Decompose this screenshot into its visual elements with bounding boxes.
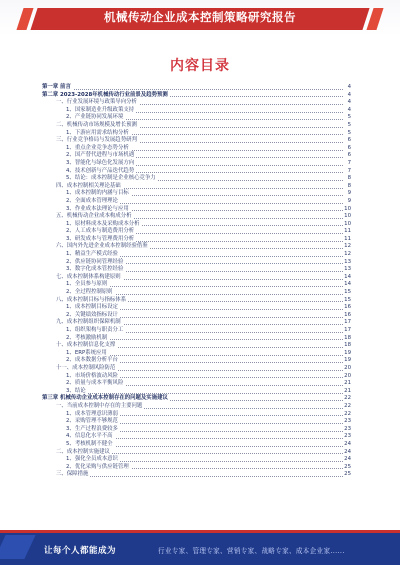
- toc-page-number: 23: [344, 433, 351, 440]
- toc-entry[interactable]: [42, 175, 351, 183]
- toc-entry-text: 2、质量与成本平衡风险: [66, 380, 124, 387]
- toc-page-number: 5: [343, 122, 351, 130]
- toc-page-number: 22: [344, 410, 351, 417]
- toc-entry-text: 三、行业竞争格局与发展趋势研判: [56, 137, 137, 144]
- toc-entry[interactable]: [42, 395, 351, 403]
- toc-entry-text: 2、全面成本管理理论: [66, 197, 118, 204]
- toc-entry[interactable]: [42, 266, 351, 274]
- toc-entry-text: 2、国产替代进程与市场机遇: [66, 152, 135, 159]
- toc-entry-text: 3、作业成本法理论与应用: [66, 205, 129, 212]
- toc-page-number: 15: [344, 296, 351, 303]
- toc-entry-text: 2、成本数据分析平台: [66, 357, 118, 364]
- toc-entry[interactable]: [42, 327, 351, 335]
- toc-entry[interactable]: [42, 342, 351, 350]
- toc-page-number: 4: [343, 99, 351, 107]
- toc-page-number: 13: [344, 258, 351, 265]
- toc-entry-text: 1、成本控制的内涵与目标: [66, 190, 129, 197]
- toc-entry-text: 2、全过程控制原则: [66, 289, 113, 296]
- toc-entry-text: 4、技术创新与产品迭代趋势: [66, 167, 135, 174]
- toc-entry-text: 十、成本控制信息化支撑: [56, 342, 116, 349]
- toc-entry[interactable]: [42, 357, 351, 365]
- toc-entry[interactable]: [42, 84, 351, 92]
- toc-entry-text: 1、下游应用需求结构分析: [66, 129, 129, 136]
- toc-heading: 内容目录: [170, 58, 230, 74]
- toc-page-number: 6: [343, 145, 351, 153]
- toc-entry-text: 2、采购管理不够规范: [66, 418, 118, 425]
- toc-entry[interactable]: [42, 228, 351, 236]
- toc-entry-text: 5、考核机制不健全: [66, 440, 113, 447]
- toc-page-number: 9: [343, 198, 351, 206]
- toc-entry-text: 十一、成本控制风险防范: [56, 364, 116, 371]
- toc-entry-text: 二、机械传动市场规模及增长预测: [56, 121, 137, 128]
- toc-page-number: 22: [344, 395, 351, 402]
- toc-entry-text: 5、结论：成本控制是企业核心竞争力: [66, 175, 156, 182]
- toc-entry-text: 3、智能化与绿色化发展方向: [66, 159, 135, 166]
- toc-page-number: 4: [343, 84, 351, 92]
- toc-entry[interactable]: [42, 471, 351, 479]
- toc-entry-text: 1、精益生产模式经验: [66, 251, 118, 258]
- toc-page-number: 14: [344, 273, 351, 280]
- toc-page-number: 16: [344, 311, 351, 318]
- toc-page-number: 24: [344, 448, 351, 455]
- table-of-contents: [42, 84, 351, 479]
- footer-slogan: 让每个人都能成为: [44, 546, 117, 556]
- toc-page-number: 12: [344, 251, 351, 258]
- toc-entry-text: 四、成本控制相关理论基础: [56, 182, 121, 189]
- toc-entry-text: 3、研发成本与管理费用分析: [66, 235, 135, 242]
- toc-page-number: 23: [344, 425, 351, 432]
- toc-page-number: 6: [343, 137, 351, 145]
- toc-entry[interactable]: [42, 160, 351, 168]
- toc-entry[interactable]: [42, 289, 351, 297]
- toc-entry[interactable]: [42, 114, 351, 122]
- footer-expert-list: 行业专家、管理专家、营销专家、战略专家、成本企业家......: [158, 547, 345, 555]
- toc-entry[interactable]: [42, 137, 351, 145]
- toc-entry-text: 3、生产过程浪费较多: [66, 425, 118, 432]
- toc-entry-text: 2、关键绩效指标设计: [66, 311, 118, 318]
- toc-entry[interactable]: [42, 319, 351, 327]
- toc-entry-text: 1、原材料成本及采购成本分析: [66, 220, 140, 227]
- toc-entry[interactable]: [42, 456, 351, 464]
- toc-entry-text: 八、成本控制目标与指标体系: [56, 296, 127, 303]
- toc-entry-text: 九、成本控制组织保障机制: [56, 319, 121, 326]
- toc-entry-text: 3、数字化成本管控经验: [66, 266, 124, 273]
- toc-entry-text: 1、成本控制目标设定: [66, 304, 118, 311]
- toc-page-number: 7: [343, 168, 351, 176]
- toc-entry[interactable]: [42, 99, 351, 107]
- toc-page-number: 13: [344, 266, 351, 273]
- toc-entry[interactable]: [42, 122, 351, 130]
- toc-entry[interactable]: [42, 304, 351, 312]
- toc-page-number: 10: [344, 220, 351, 227]
- toc-page-number: 5: [343, 130, 351, 138]
- toc-entry-text: 1、重点企业竞争态势分析: [66, 144, 129, 151]
- toc-page-number: 15: [344, 289, 351, 296]
- report-title: 机械传动企业成本控制策略研究报告: [104, 10, 296, 24]
- report-header: [0, 0, 400, 36]
- footer-wing-decoration: [0, 535, 36, 559]
- toc-page-number: 4: [343, 92, 351, 100]
- toc-page-number: 7: [343, 160, 351, 168]
- toc-page-number: 25: [344, 471, 351, 478]
- toc-entry-text: 1、国家制造业升级政策支持: [66, 106, 135, 113]
- toc-entry-text: 4、信息化水平不高: [66, 433, 113, 440]
- toc-page-number: 10: [344, 205, 351, 212]
- toc-page-number: 21: [344, 380, 351, 387]
- toc-page-number: 19: [344, 349, 351, 356]
- toc-entry[interactable]: [42, 251, 351, 259]
- toc-entry-text: 第二章 2023-2028年机械传动行业前景及趋势预测: [42, 91, 168, 98]
- toc-page-number: 24: [344, 440, 351, 447]
- toc-entry[interactable]: [42, 433, 351, 441]
- toc-page-number: 22: [344, 402, 351, 409]
- toc-page-number: 5: [343, 114, 351, 122]
- toc-page-number: 18: [344, 342, 351, 349]
- toc-entry[interactable]: [42, 464, 351, 472]
- toc-page-number: 11: [344, 235, 351, 242]
- toc-entry-text: 七、成本控制体系构建原则: [56, 273, 121, 280]
- toc-entry-text: 1、组织架构与职责分工: [66, 327, 124, 333]
- toc-page-number: 11: [344, 228, 351, 235]
- toc-entry[interactable]: [42, 380, 351, 388]
- toc-page-number: 6: [343, 152, 351, 160]
- toc-leader-dots: [66, 393, 343, 394]
- toc-page-number: 4: [343, 107, 351, 115]
- toc-entry-text: 2、人工成本与制造费用分析: [66, 228, 135, 235]
- toc-page-number: 23: [344, 418, 351, 425]
- toc-entry-text: 2、供应链协同管理经验: [66, 258, 124, 265]
- toc-page-number: 18: [344, 334, 351, 341]
- toc-page-number: 25: [344, 463, 351, 470]
- toc-page-number: 20: [344, 364, 351, 371]
- toc-entry[interactable]: [42, 190, 351, 198]
- toc-page-number: 17: [344, 319, 351, 326]
- toc-page-number: 8: [343, 183, 351, 191]
- toc-entry-text: 第三章 机械传动企业成本控制存在的问题及实施建议: [42, 395, 168, 402]
- toc-entry-text: 六、国内外先进企业成本控制经验借鉴: [56, 243, 148, 250]
- toc-entry-text: 一、行业发展环境与政策导向分析: [56, 99, 137, 106]
- toc-entry-text: 2、产业链协同发展环境: [66, 114, 124, 121]
- toc-page-number: 8: [343, 175, 351, 183]
- toc-entry-text: 一、当前成本控制中存在的主要问题: [56, 402, 143, 409]
- toc-page-number: 24: [344, 456, 351, 463]
- toc-entry[interactable]: [42, 213, 351, 221]
- toc-entry-text: 二、成本控制实施建议: [56, 448, 110, 455]
- toc-entry-text: 1、市场价格波动风险: [66, 372, 118, 379]
- toc-entry[interactable]: [42, 168, 351, 176]
- toc-page-number: 21: [344, 387, 351, 394]
- toc-entry[interactable]: [42, 441, 351, 449]
- toc-entry-text: 1、ERP系统应用: [66, 349, 107, 356]
- toc-entry[interactable]: [42, 403, 351, 411]
- toc-page-number: 19: [344, 357, 351, 364]
- toc-entry[interactable]: [42, 365, 351, 373]
- toc-page-number: 14: [344, 281, 351, 288]
- toc-entry-text: 1、成本管理意识薄弱: [66, 410, 118, 417]
- footer-stripe: [0, 530, 400, 533]
- toc-entry[interactable]: [42, 281, 351, 289]
- toc-entry-text: 第一章 前言: [42, 84, 71, 90]
- toc-entry-text: 1、强化全员成本意识: [66, 456, 118, 463]
- toc-page-number: 9: [343, 190, 351, 198]
- toc-entry[interactable]: [42, 449, 351, 457]
- toc-entry[interactable]: [42, 152, 351, 160]
- toc-page-number: 17: [344, 327, 351, 333]
- toc-entry-text: 2、考核激励机制: [66, 334, 108, 341]
- toc-entry-text: 1、全员参与原则: [66, 281, 108, 288]
- toc-entry[interactable]: [42, 243, 351, 251]
- toc-entry-text: 五、机械传动企业成本构成分析: [56, 213, 132, 220]
- toc-leader-dots: [42, 89, 343, 90]
- toc-page-number: 10: [344, 213, 351, 220]
- toc-entry[interactable]: [42, 206, 351, 214]
- toc-page-number: 12: [344, 243, 351, 250]
- toc-entry[interactable]: [42, 418, 351, 426]
- toc-entry[interactable]: [42, 198, 351, 206]
- toc-entry-text: 3、结论: [66, 387, 86, 394]
- toc-page-number: 16: [344, 304, 351, 311]
- footer-banner: [0, 530, 400, 565]
- toc-entry[interactable]: [42, 411, 351, 419]
- toc-entry-text: 2、优化采购与供应链管理: [66, 463, 129, 470]
- toc-page-number: 20: [344, 372, 351, 379]
- toc-entry-text: 三、保障措施: [56, 471, 89, 478]
- toc-leader-dots: [56, 476, 343, 477]
